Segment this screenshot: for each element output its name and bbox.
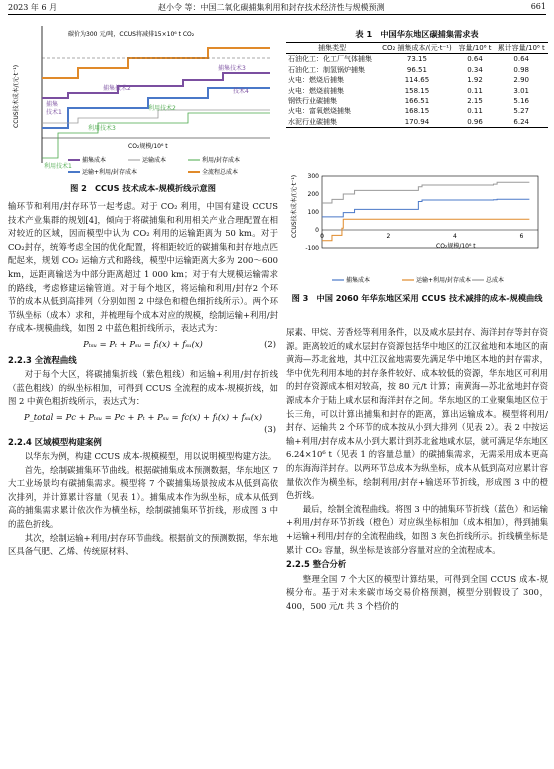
paragraph: 输环节和利用/封存环节一起考虑。对于 CO₂ 利用，中国有建设 CCUS 技术产业集群的规划[4]，倾向于将碳捕集和利用相关产业合理配置在相对较近的区域，因而模型中认为 CO₂ 利用的运输距离为 50 km。对于 CO₂封存，统筹考虑全国的优化配置，将相距较近的碳捕集和封存地点匹配起来，规划 CO₂ 运输方式和路线，模型中运输距离大多为 200～600 km，远距离输送为中部分距离超过 1 000 km；对于有大规模运输需求的路线，考虑修建运输管道。对于每个地区，将运输和利用/封存2 个环节的成本从低到高排列（分别如图 2 中绿色和橙色细折线所示）。两个环节纵坐标（成本）求和，并梳理每个成本对应的规模，绘制运输+利用/封存成本-规模曲线，如图 2 中蓝色粗折线所示，表达式为： <box>8 201 278 334</box>
table-row <box>286 54 548 65</box>
fig3-series-line <box>322 199 529 217</box>
fig3-legend-label: 运输+利用/封存成本 <box>416 277 472 284</box>
table-1-grid <box>286 42 548 128</box>
table-cell: 1.92 <box>467 76 483 85</box>
table-cell: 73.15 <box>406 55 427 64</box>
fig3-legend-label: 捕集成本 <box>346 277 371 284</box>
page-header <box>8 2 546 14</box>
fig2-legend-3: 利用/封存成本 <box>202 157 241 164</box>
paragraph: 首先，绘制碳捕集环节曲线。根据碳捕集成本预测数据，华东地区 7 大工业场景均有碳捕集需求。模型将 7 个碳捕集场景按成本从低到高依次排列，并计算累计容量（见表 1）。捕集成本作为纵坐标，成本从低到高的捕集需求累计依次作为横坐标，绘制碳捕集环节折线，形成图 3 中的蓝色折线。 <box>8 464 278 530</box>
table-cell: 166.51 <box>404 97 430 106</box>
header-date: 2023 年 6 月 <box>8 3 58 12</box>
right-column <box>286 326 548 613</box>
figure-2-caption: 图 2 CCUS 技术成本-规模折线示意图 <box>70 183 216 193</box>
table-row <box>286 65 548 75</box>
figure-3-chart <box>286 168 548 290</box>
fig2-legend <box>68 156 240 176</box>
table-cell: 火电：燃烧前捕集 <box>288 86 344 95</box>
fig2-xlabel: CO₂规模/10⁶ t <box>128 143 168 150</box>
table-cell: 2.15 <box>467 97 483 106</box>
table-cell: 火电：燃烧后捕集 <box>288 76 344 85</box>
fig3-legend-label: 总成本 <box>486 277 505 284</box>
paragraph: 其次，绘制运输+利用/封存环节曲线。根据前文的预测数据，华东地区具备气肥、乙烯、传统原材料、 <box>8 532 278 557</box>
table-cell: 168.15 <box>404 107 430 116</box>
fig2-label-capture1b: 技术1 <box>46 109 62 116</box>
left-column <box>8 200 278 559</box>
figure-3 <box>286 168 548 290</box>
fig3-y-tick: -100 <box>305 245 319 252</box>
page-number: 661 <box>530 2 546 11</box>
table-cell: 0.96 <box>456 117 495 128</box>
fig3-y-tick: 300 <box>307 173 319 180</box>
fig2-use-line <box>42 113 270 158</box>
fig3-x-tick: 6 <box>519 233 524 240</box>
table-cell: 114.65 <box>404 76 430 85</box>
table-cell: 96.51 <box>406 65 427 74</box>
equation-2-number: (2) <box>264 338 276 349</box>
table-row <box>286 96 548 106</box>
fig2-note: 碳价为300 元/吨，CCUS将减排15×10⁶ t CO₂ <box>68 31 195 38</box>
table-cell: 3.01 <box>513 86 530 95</box>
table-cell: 0.64 <box>513 55 530 64</box>
equation-2 <box>8 338 278 352</box>
table-cell: 158.15 <box>404 86 430 95</box>
fig2-label-use1: 利用技术1 <box>44 163 72 170</box>
table-cell: 0.34 <box>467 65 483 74</box>
paragraph: 最后，绘制全流程曲线。将图 3 中的捕集环节折线（蓝色）和运输+利用/封存环节折线（橙色）对应纵坐标相加（成本相加），得到捕集+运输+利用/封存的全流程曲线，如图 3 灰色折线所示。折线横坐标是累计 CO₂ 容量，纵坐标是该部分容量对应的全流程成本。 <box>286 503 549 555</box>
fig3-y-tick: 100 <box>307 209 319 216</box>
table-cell: 0.11 <box>467 107 483 116</box>
header-title: 赵小令 等：中国二氧化碳捕集利用和封存技术经济性与规模预测 <box>158 3 385 12</box>
fig2-label-use3: 利用技术3 <box>88 125 116 132</box>
table-cell: 石油化工：化工厂气体捕集 <box>288 55 372 64</box>
paragraph: 整理全国 7 个大区的模型计算结果，可得到全国 CCUS 成本-规模分布。基于对未来碳市场交易价格预测，模型分别假设了 300，400，500 元/t 共 3 个档价的 <box>286 573 548 611</box>
table-cell: 石油化工：制氢锅炉捕集 <box>288 65 365 74</box>
header-rule <box>8 14 546 15</box>
table-1-caption: 表 1 中国华东地区碳捕集需求表 <box>355 29 479 39</box>
section-2-2-5: 2.2.5 整合分析 <box>286 559 347 570</box>
fig2-label-capture2: 捕集技术2 <box>103 85 131 92</box>
paragraph: 对于每个大区，将碳捕集折线（紫色粗线）和运输+利用/封存折线（蓝色粗线）的纵坐标相加，可得到 CCUS 全流程的成本-规模折线，如图 2 中黄色粗折线所示，表达式为： <box>8 369 278 407</box>
table-cell: 5.16 <box>513 97 530 106</box>
fig3-y-tick: 200 <box>307 191 319 198</box>
fig2-legend-6: 全流程总成本 <box>202 169 239 176</box>
figure-3-caption: 图 3 中国 2060 年华东地区采用 CCUS 技术减排的成本-规模曲线 <box>291 293 543 303</box>
fig2-legend-1: 捕集成本 <box>82 157 107 164</box>
table-header-cell: 捕集类型 <box>286 43 378 54</box>
fig2-ylabel: CCUS技术成本/(元·t⁻¹) <box>13 64 20 128</box>
table-row <box>286 86 548 96</box>
table-cell: 6.24 <box>494 117 548 128</box>
table-cell: 0.64 <box>467 55 483 64</box>
table-cell: 0.11 <box>467 86 483 95</box>
fig2-label-use2: 利用技术2 <box>148 105 176 112</box>
fig3-x-tick: 4 <box>453 233 457 240</box>
table-cell: 钢铁行业碳捕集 <box>288 97 337 106</box>
table-row <box>286 75 548 85</box>
figure-2 <box>8 18 278 188</box>
table-header-cell: 容量/10⁶ t <box>456 43 495 54</box>
table-cell: 170.94 <box>378 117 455 128</box>
fig2-label-tech4: 技术4 <box>233 88 249 95</box>
fig2-legend-4: 运输+利用/封存成本 <box>82 169 138 176</box>
section-2-2-4: 2.2.4 区域模型构建案例 <box>8 436 102 447</box>
paragraph: 尿素、甲烷、芳香烃等利用条件，以及咸水层封存、海洋封存等封存资源。距离较近的咸水层封存资源包括华中地区的江汉盆地和本地区的南黄海—苏北盆地，其中江汉盆地需要先满足华中地区本地的封存需求，华中优先利用本地的封存条件较好、成本较低的资源，华东地区可利用的封存资源成本相对较高，按 80 元/t 计算；南黄海—苏北盆地封存资源成本介于陆上咸水层和海洋封存之间。华东地区的工业聚集地区位于长三角，可以计算出捕集和封存的距离，算出运输成本。模型将利用/封存、运输共 2 个环节的成本按从小到大排列（见表 2）。表 2 中按运输+利用/封存成本从小到大累计到苏北盆地咸水层，就可满足华东地区 6.24×10⁶ t（见表 1 的容量总量）的碳捕集需求，无需采用成本更高的东海海洋封存。以两环节总成本为纵坐标，成本从低到高对应累计容量依次作为横坐标，绘制利用/封存+输送环节折线，形成图 3 中的橙色折线。 <box>286 327 548 501</box>
figure-2-chart <box>8 18 278 188</box>
fig2-label-capture1: 捕集 <box>46 101 59 108</box>
table-cell: 5.27 <box>513 107 530 116</box>
fig3-ylabel: CCUS技术成本/(元·t⁻¹) <box>291 174 298 238</box>
fig2-legend-2: 运输成本 <box>142 157 167 164</box>
table-1 <box>286 42 548 128</box>
table-cell: 0.98 <box>513 65 530 74</box>
fig2-label-capture3: 捕集技术3 <box>218 65 246 72</box>
table-cell: 火电：富氧燃烧捕集 <box>288 107 351 116</box>
table-cell: 2.90 <box>513 76 530 85</box>
table-row <box>286 117 548 128</box>
table-header-cell: 累计容量/10⁶ t <box>494 43 548 54</box>
equation-3-body: P_total = Pc + Pₜₛᵤ = Pc + Pₜ + Pₛᵤ = fc(x) + fₜ(x) + fₛᵤ(x) <box>23 411 262 422</box>
fig3-xlabel: CO₂规模/10⁶ t <box>436 243 476 250</box>
equation-3 <box>8 411 278 434</box>
table-header-cell: CO₂ 捕集成本/(元·t⁻¹) <box>378 43 455 54</box>
equation-2-body: Pₜₛᵤ = Pₜ + Pₛᵤ = fₜ(x) + fₛᵤ(x) <box>83 338 203 349</box>
table-cell: 水泥行业碳捕集 <box>286 117 378 128</box>
fig3-x-tick: 0 <box>320 233 324 240</box>
paragraph: 以华东为例，构建 CCUS 成本-规模模型，用以说明模型构建方法。 <box>24 451 277 462</box>
table-row <box>286 106 548 116</box>
section-2-2-3: 2.2.3 全流程曲线 <box>8 354 77 365</box>
equation-3-number: (3) <box>264 423 276 434</box>
fig3-x-tick: 2 <box>386 233 391 240</box>
fig3-y-tick: 0 <box>315 227 319 234</box>
